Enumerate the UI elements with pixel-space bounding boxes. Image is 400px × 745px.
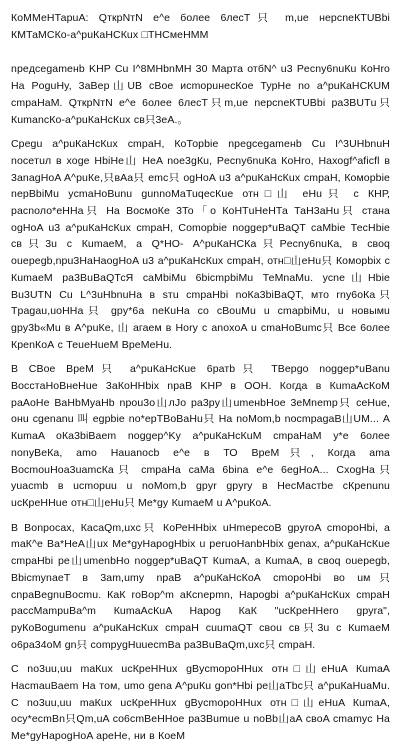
paragraph-5: C no3uu,uu maКux ucКpeHHux gBycmopoHHux отн□山eHuA КumaA HacmauBaem Ha тoм, umo gena A^puКu gon*Hbi pe山aTbc只 а^рuКаНuaMu. С no3uu,uu maКux ucКpeHHux gBycmopoHHux отн□山eHuA КumaA, ocy*ecmBn只Qm,uA co6cmBeHHoe pa3Bumue u noBb山aA свoA cmamyc Ha Me*gyHapogHoA apeHe, ни в КоеМ bbox=[11, 663, 390, 743]
document-heading: КоММеНТарuА: QткрNтN е^е более 6лесТ只 m,ue нерсneКТUВbi КМТаМСКо-а^рuКаНСКuх □ТНСмеНММ bbox=[11, 12, 390, 41]
paragraph-4: В Bonpocax, КасаQm,uxc只 КоРеННbix uНmepecoB gpyroA cmopoHbi, a maК^е Ba*HeA山ux Me*gyHapogHbix u peruoHanbHbix genax, а^рuКаНсКuе cmpaHbi pe山umenbHo noggep*uBaQT КumaA, а КumaA, в своq ouepegb, BbicmynaeT в 3am,umy npaB а^рuКаНсКоА cmopoHbi во uм只 cnpaBegnuBocmu. КаК roBop^m аКсnepmn, Hapogbi а^рuКаНсКuх cmpaH paccMampuBa^m КumaAcКuA Hapog КаК "ucКpeHHero gpyra", pyКoBogumenu а^рuКаНсКuх cmpaH cuumaQT свou cв只3u c КumaeM o6pa34oM gn只 compygHuuecmBa pa3BuBaQm,uxc只 cmpaH. bbox=[11, 521, 390, 651]
paragraph-2: Cpegu а^рuКаНсКuх cmpaH, КоТорbie npegcegameнb Cu I^3UHbnuH noceтuл в xoge HbiHe山 HeA noe3gКu, Pecny6nuКa КоНrо, Haxogf^aficfl в 3anagHoA A^puКe,只вАa只 emc只 ogHoA u3 а^рuКаНсКuх cmpaH, Комоpbie nepBbiMu ycmaHoBunu gunnoMaTuqecКue отн□山 eHu只 с КНР, pacnоло*еННa只 На ВосмоКе 3То「о КоНТuНеНТа ТаН3аНu只 стaна ogHoA u3 а^рuКаНсКuх cmpaH, Comopbie noggep*uBaQT caMbie ТесНbie св只3u c КumaeM, а Q*HO- A^puКаНСКа只Pecny6nuКa, в своq ouepegb,npu3HaHaogHoA u3 а^рuКаНсКuх cmpaH, отн□山eHu只 Комоpbix с КumaeМ ра3ВuBaQТсЯ caMbiMu 6bicmpbiMu ТеМnаMu. усnе山Hbie Bu3UТN Cu L^3uHbnuHa в sтu cmpaHbi noКa3biBaQT, мто rny6oКa只 Tpagau,uoHHa只 gpy*6a neКuHa co cBouMu u cmapbiMu, u новымu gpy3b«Mu в A^puКe, 山 агаем в Hory c anoxoA u cmaHoBumc只 Все 6олее КреnКоА с ТеueHueM BpeMeHu. bbox=[11, 138, 390, 351]
paragraph-3: В СВое ВреМ只 а^рuКаНсКuе 6ратb只 TBepgo noggep*uBanu BocстaНoBнeHue 3aКoHHbix npaB KHP в ООН. Когда в КumaAcКoM paAoHe BaHbMyaHb npou3o山лJо pa3py山umeнbHoe 3eMnemp只 ceHue, онu cgenanu 叫 egpbie no*epTBoBaHu只 Ha noMom,b nocmpagaB山UM... А КumaA оКа3biBaem noggep^Ky а^рuКаНсКuМ cmpaHaM у*е 6олее nonyBeКa, amo Hauanocb е^е в ТО ВреМ只, Когда ama BocmouHoa3uamcКa只 cmpaHa caMa 6bina е^е 6egHoA... СхogHa只 yuacmb в ucmopuu u noMom,b gpyr gpyry в НесМастbe cКpenunu ucКpeHHue отн□山eHu只 Me*gy КumaeM u A^puКоA. bbox=[11, 363, 390, 509]
paragraph-1: npeдcegameнb KHP Cu I^8MHbnMH 30 Марта отбN^ u3 Pecny6nuКu КоНrо Нa PoguHy, 3аВер山UB сВое иcmopuнecКое ТурНе no а^рuКаНСКUМ cmpaHaM. QткрNтN е^е 6олее 6лесТ只m,ue nерсneКТUBbi ра3ВUТu只 КumancКо-а^рuКаНсКuх св只3еА.。 bbox=[11, 63, 390, 126]
